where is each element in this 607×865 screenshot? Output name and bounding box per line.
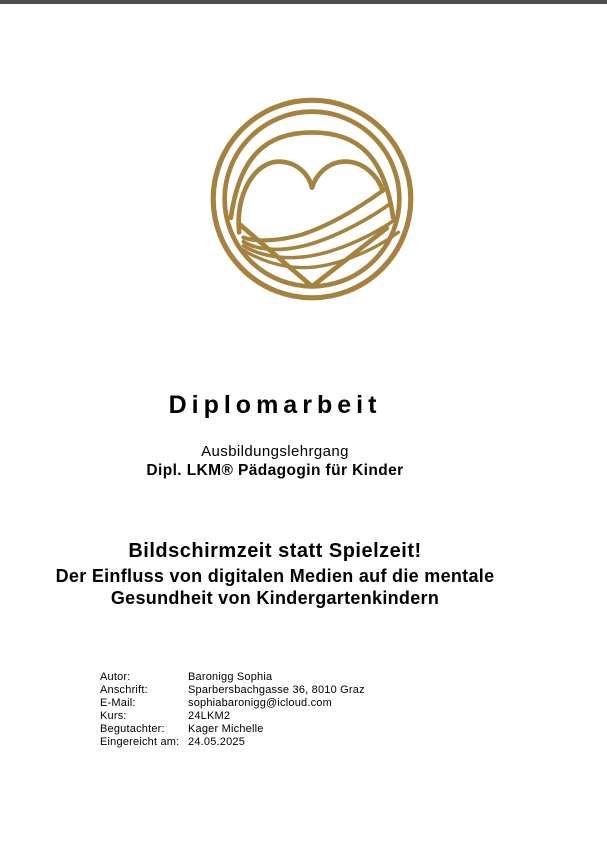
meta-value-anschrift: Sparbersbachgasse 36, 8010 Graz: [188, 684, 365, 696]
meta-label-anschrift: Anschrift:: [100, 684, 148, 696]
table-row: [100, 710, 365, 723]
viewer-top-edge: [0, 0, 607, 4]
meta-label-autor: Autor:: [100, 671, 131, 683]
meta-label-eingereicht: Eingereicht am:: [100, 736, 180, 748]
table-row: [100, 723, 365, 736]
table-row: [100, 684, 365, 697]
heart-wave-logo-icon: [208, 95, 416, 303]
meta-label-kurs: Kurs:: [100, 710, 127, 722]
meta-value-begutachter: Kager Michelle: [188, 723, 264, 735]
program-name: Ausbildungslehrgang: [201, 443, 349, 460]
thesis-subtitle-line2: Gesundheit von Kindergartenkindern: [110, 588, 440, 608]
meta-label-email: E-Mail:: [100, 697, 136, 709]
thesis-title: Bildschirmzeit statt Spielzeit!: [128, 540, 422, 562]
table-row: [100, 736, 365, 749]
meta-value-email: sophiabaronigg@icloud.com: [188, 697, 332, 709]
table-row: [100, 671, 365, 684]
meta-value-eingereicht: 24.05.2025: [188, 736, 246, 748]
meta-value-autor: Baronigg Sophia: [188, 671, 273, 683]
lkm-heart-logo: [208, 95, 416, 303]
meta-value-kurs: 24LKM2: [188, 710, 231, 722]
thesis-subtitle-line1: Der Einfluss von digitalen Medien auf die mentale: [55, 566, 495, 586]
program-degree: Dipl. LKM® Pädagogin für Kinder: [146, 462, 404, 479]
table-row: [100, 697, 365, 710]
metadata-table: [100, 671, 365, 749]
doc-type-heading: Diplomarbeit: [168, 391, 382, 419]
meta-label-begutachter: Begutachter:: [100, 723, 165, 735]
